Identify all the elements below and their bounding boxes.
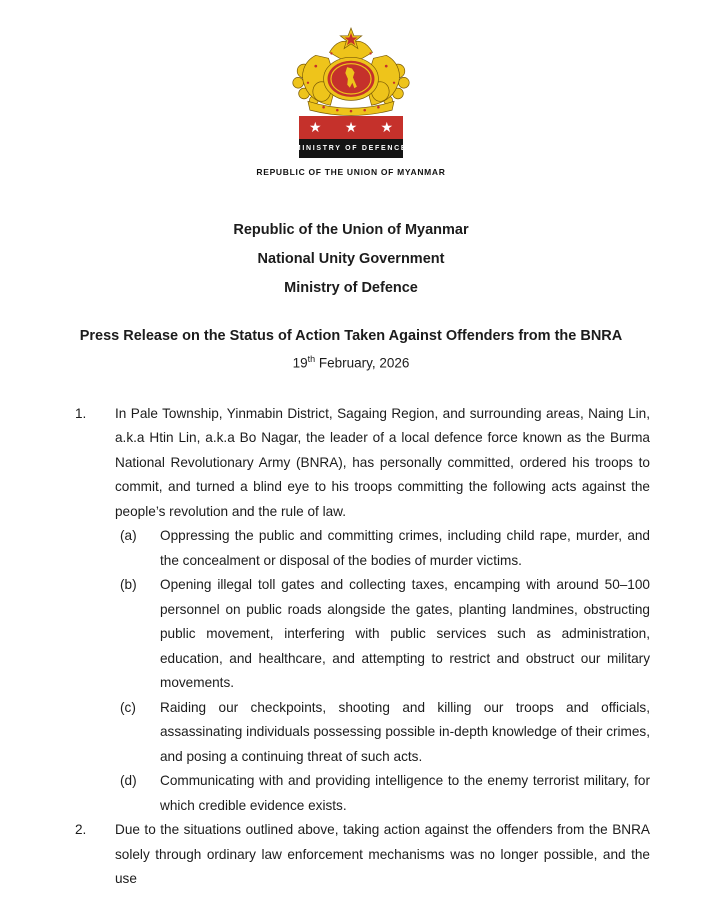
subitem-a — [120, 524, 650, 573]
date-ordinal: th — [307, 354, 316, 364]
item-number: 1. — [75, 405, 87, 421]
subitem-text: Opening illegal toll gates and collecting taxes, encamping with around 50–100 personnel on public roads alongside the gates, planting landmines, obstructing public movement, interfering with public services such as administration, education, and healthcare, and attempting to restrict and obstruct our military movements. — [160, 577, 650, 690]
item-text: In Pale Township, Yinmabin District, Sagaing Region, and surrounding areas, Naing Lin, a.k.a Htin Lin, a.k.a Bo Nagar, the leader of a local defence force known as the Burma National Revolutionary Army (BNRA), has personally committed, ordered his troops to commit, and turned a blind eye to his troops committing the following acts against the people’s revolution and the rule of law. — [115, 405, 650, 519]
date-day: 19 — [292, 355, 308, 371]
header-line-ministry: Ministry of Defence — [284, 280, 418, 296]
ministry-emblem — [0, 0, 702, 177]
document-body — [0, 402, 702, 892]
numbered-paragraph — [75, 402, 650, 525]
subitem-text: Raiding our checkpoints, shooting and killing our troops and officials, assassinating individuals possessing possible in-depth knowledge of their crimes, and posing a continuing threat of such acts. — [160, 699, 650, 764]
flag-star-icon: ★ — [309, 119, 322, 136]
date-rest: February, 2026 — [315, 355, 410, 371]
emblem-caption: REPUBLIC OF THE UNION OF MYANMAR — [256, 167, 446, 177]
press-release-title: Press Release on the Status of Action Taken Against Offenders from the BNRA — [79, 328, 623, 344]
numbered-paragraph — [75, 818, 650, 892]
document-header — [0, 216, 702, 303]
subitem-text: Oppressing the public and committing crimes, including child rape, murder, and the concealment or disposal of the bodies of murder victims. — [160, 528, 650, 568]
subitem-c — [120, 696, 650, 770]
subitem-label: (a) — [120, 528, 137, 543]
flag-red-band — [299, 116, 403, 139]
flag-star-icon: ★ — [344, 119, 358, 136]
subitem-d — [120, 769, 650, 818]
date-line — [0, 354, 702, 371]
mod-flag — [294, 116, 408, 158]
item-text: Due to the situations outlined above, taking action against the offenders from the BNRA solely through ordinary law enforcement mechanisms was no longer possible, and the use — [115, 822, 650, 886]
item-number: 2. — [75, 822, 87, 837]
list-item-1 — [75, 402, 650, 819]
flag-band-label: MINISTRY OF DEFENCE — [299, 139, 403, 158]
flag-star-icon: ★ — [380, 119, 393, 136]
subitem-label: (c) — [120, 699, 136, 715]
subitem-label: (d) — [120, 773, 137, 788]
list-item-2 — [75, 818, 650, 892]
subitem-b — [120, 573, 650, 696]
ministry-crest-icon — [289, 26, 413, 116]
header-line-government: National Unity Government — [257, 251, 445, 267]
subitem-text: Communicating with and providing intelligence to the enemy terrorist military, for which credible evidence exists. — [160, 773, 650, 813]
header-line-country: Republic of the Union of Myanmar — [233, 222, 469, 238]
subitem-label: (b) — [120, 577, 137, 592]
